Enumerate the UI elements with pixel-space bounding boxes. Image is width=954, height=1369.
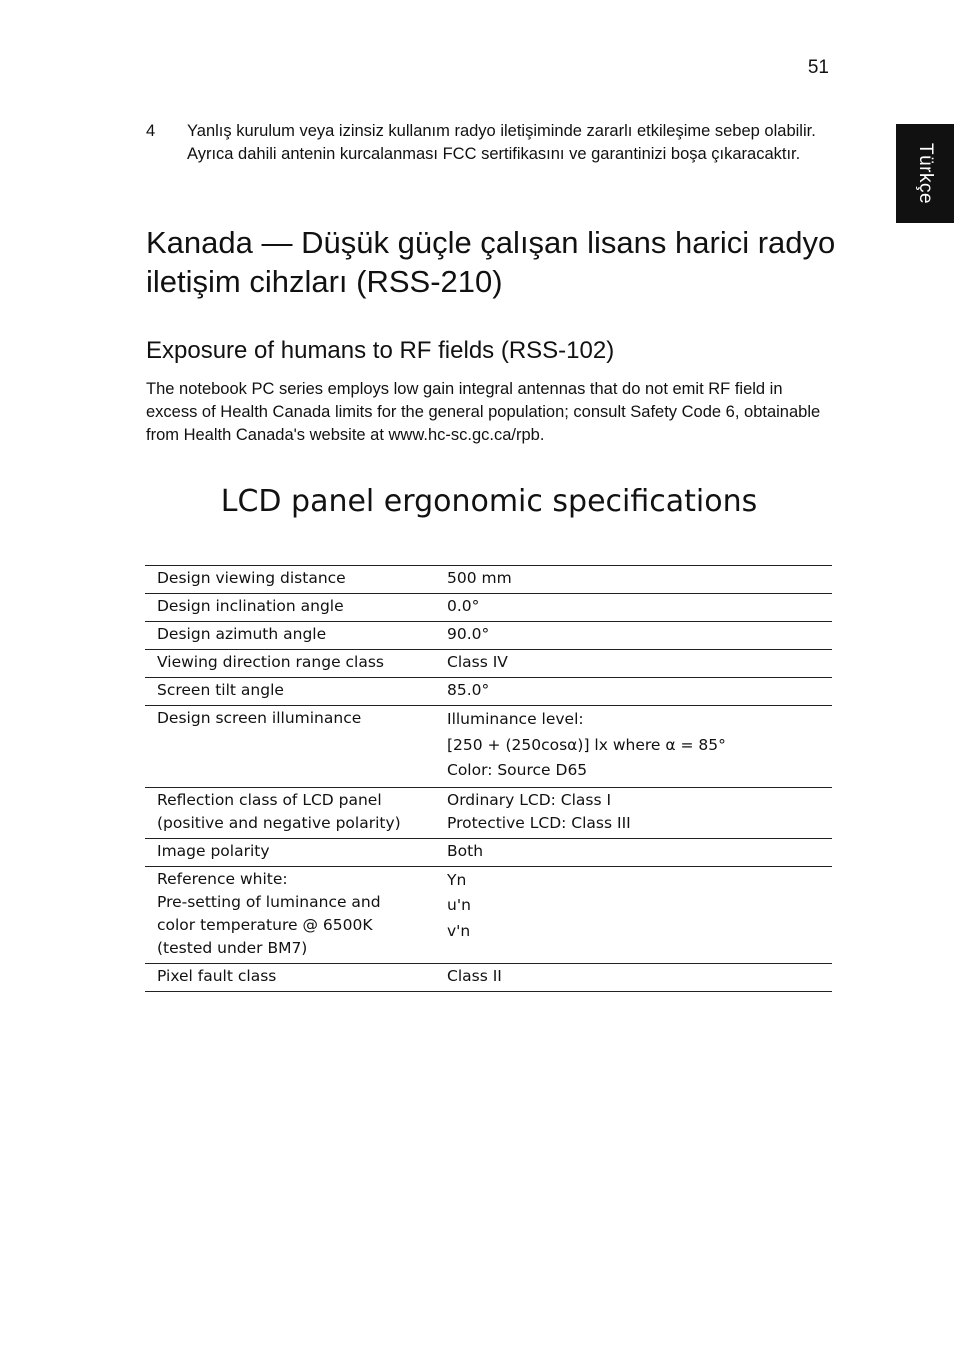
table-row — [145, 678, 832, 706]
table-row — [145, 963, 832, 991]
spec-label: Design inclination angle — [145, 594, 447, 622]
spec-label: Reflection class of LCD panel (positive and negative polarity) — [145, 787, 447, 838]
spec-value: 90.0° — [447, 622, 832, 650]
spec-value: Yn u'n v'n — [447, 866, 832, 963]
table-row — [145, 706, 832, 788]
table-row — [145, 622, 832, 650]
table-row — [145, 650, 832, 678]
spec-label: Viewing direction range class — [145, 650, 447, 678]
table-row — [145, 594, 832, 622]
table-row — [145, 866, 832, 963]
spec-value: Class IV — [447, 650, 832, 678]
language-tab-label: Türkçe — [915, 142, 936, 205]
numbered-note — [146, 120, 836, 166]
spec-value: Illuminance level: [250 + (250cosα)] lx where α = 85° Color: Source D65 — [447, 706, 832, 788]
spec-value: 0.0° — [447, 594, 832, 622]
note-text: Yanlış kurulum veya izinsiz kullanım radyo iletişiminde zararlı etkileşime sebep olabilir. Ayrıca dahili antenin kurcalanması FCC sertifikasını ve garantinizi boşa çıkaracaktır. — [187, 122, 816, 163]
spec-label: Pixel fault class — [145, 963, 447, 991]
spec-label: Design viewing distance — [145, 566, 447, 594]
spec-label: Reference white: Pre-setting of luminance and color temperature @ 6500K (tested under BM7) — [145, 866, 447, 963]
spec-value: Class II — [447, 963, 832, 991]
language-tab — [896, 124, 954, 223]
table-row — [145, 787, 832, 838]
spec-value: Ordinary LCD: Class I Protective LCD: Class III — [447, 787, 832, 838]
heading-exposure: Exposure of humans to RF fields (RSS-102) — [146, 337, 615, 364]
spec-label: Image polarity — [145, 838, 447, 866]
note-number: 4 — [146, 122, 156, 140]
heading-lcd-specs: LCD panel ergonomic specifications — [220, 484, 758, 519]
paragraph-exposure: The notebook PC series employs low gain integral antennas that do not emit RF field in excess of Health Canada limits for the general population; consult Safety Code 6, obtainable from Health Canada's website at www.hc-sc.gc.ca/rpb. — [146, 380, 821, 444]
spec-label: Design screen illuminance — [145, 706, 447, 788]
heading-canada: Kanada — Düşük güçle çalışan lisans harici radyo iletişim cihzları (RSS-210) — [146, 225, 836, 299]
spec-label: Design azimuth angle — [145, 622, 447, 650]
lcd-spec-table — [145, 565, 832, 992]
page-number: 51 — [807, 57, 829, 78]
spec-label: Screen tilt angle — [145, 678, 447, 706]
spec-value: Both — [447, 838, 832, 866]
spec-value: 500 mm — [447, 566, 832, 594]
table-row — [145, 838, 832, 866]
spec-value: 85.0° — [447, 678, 832, 706]
table-row — [145, 566, 832, 594]
